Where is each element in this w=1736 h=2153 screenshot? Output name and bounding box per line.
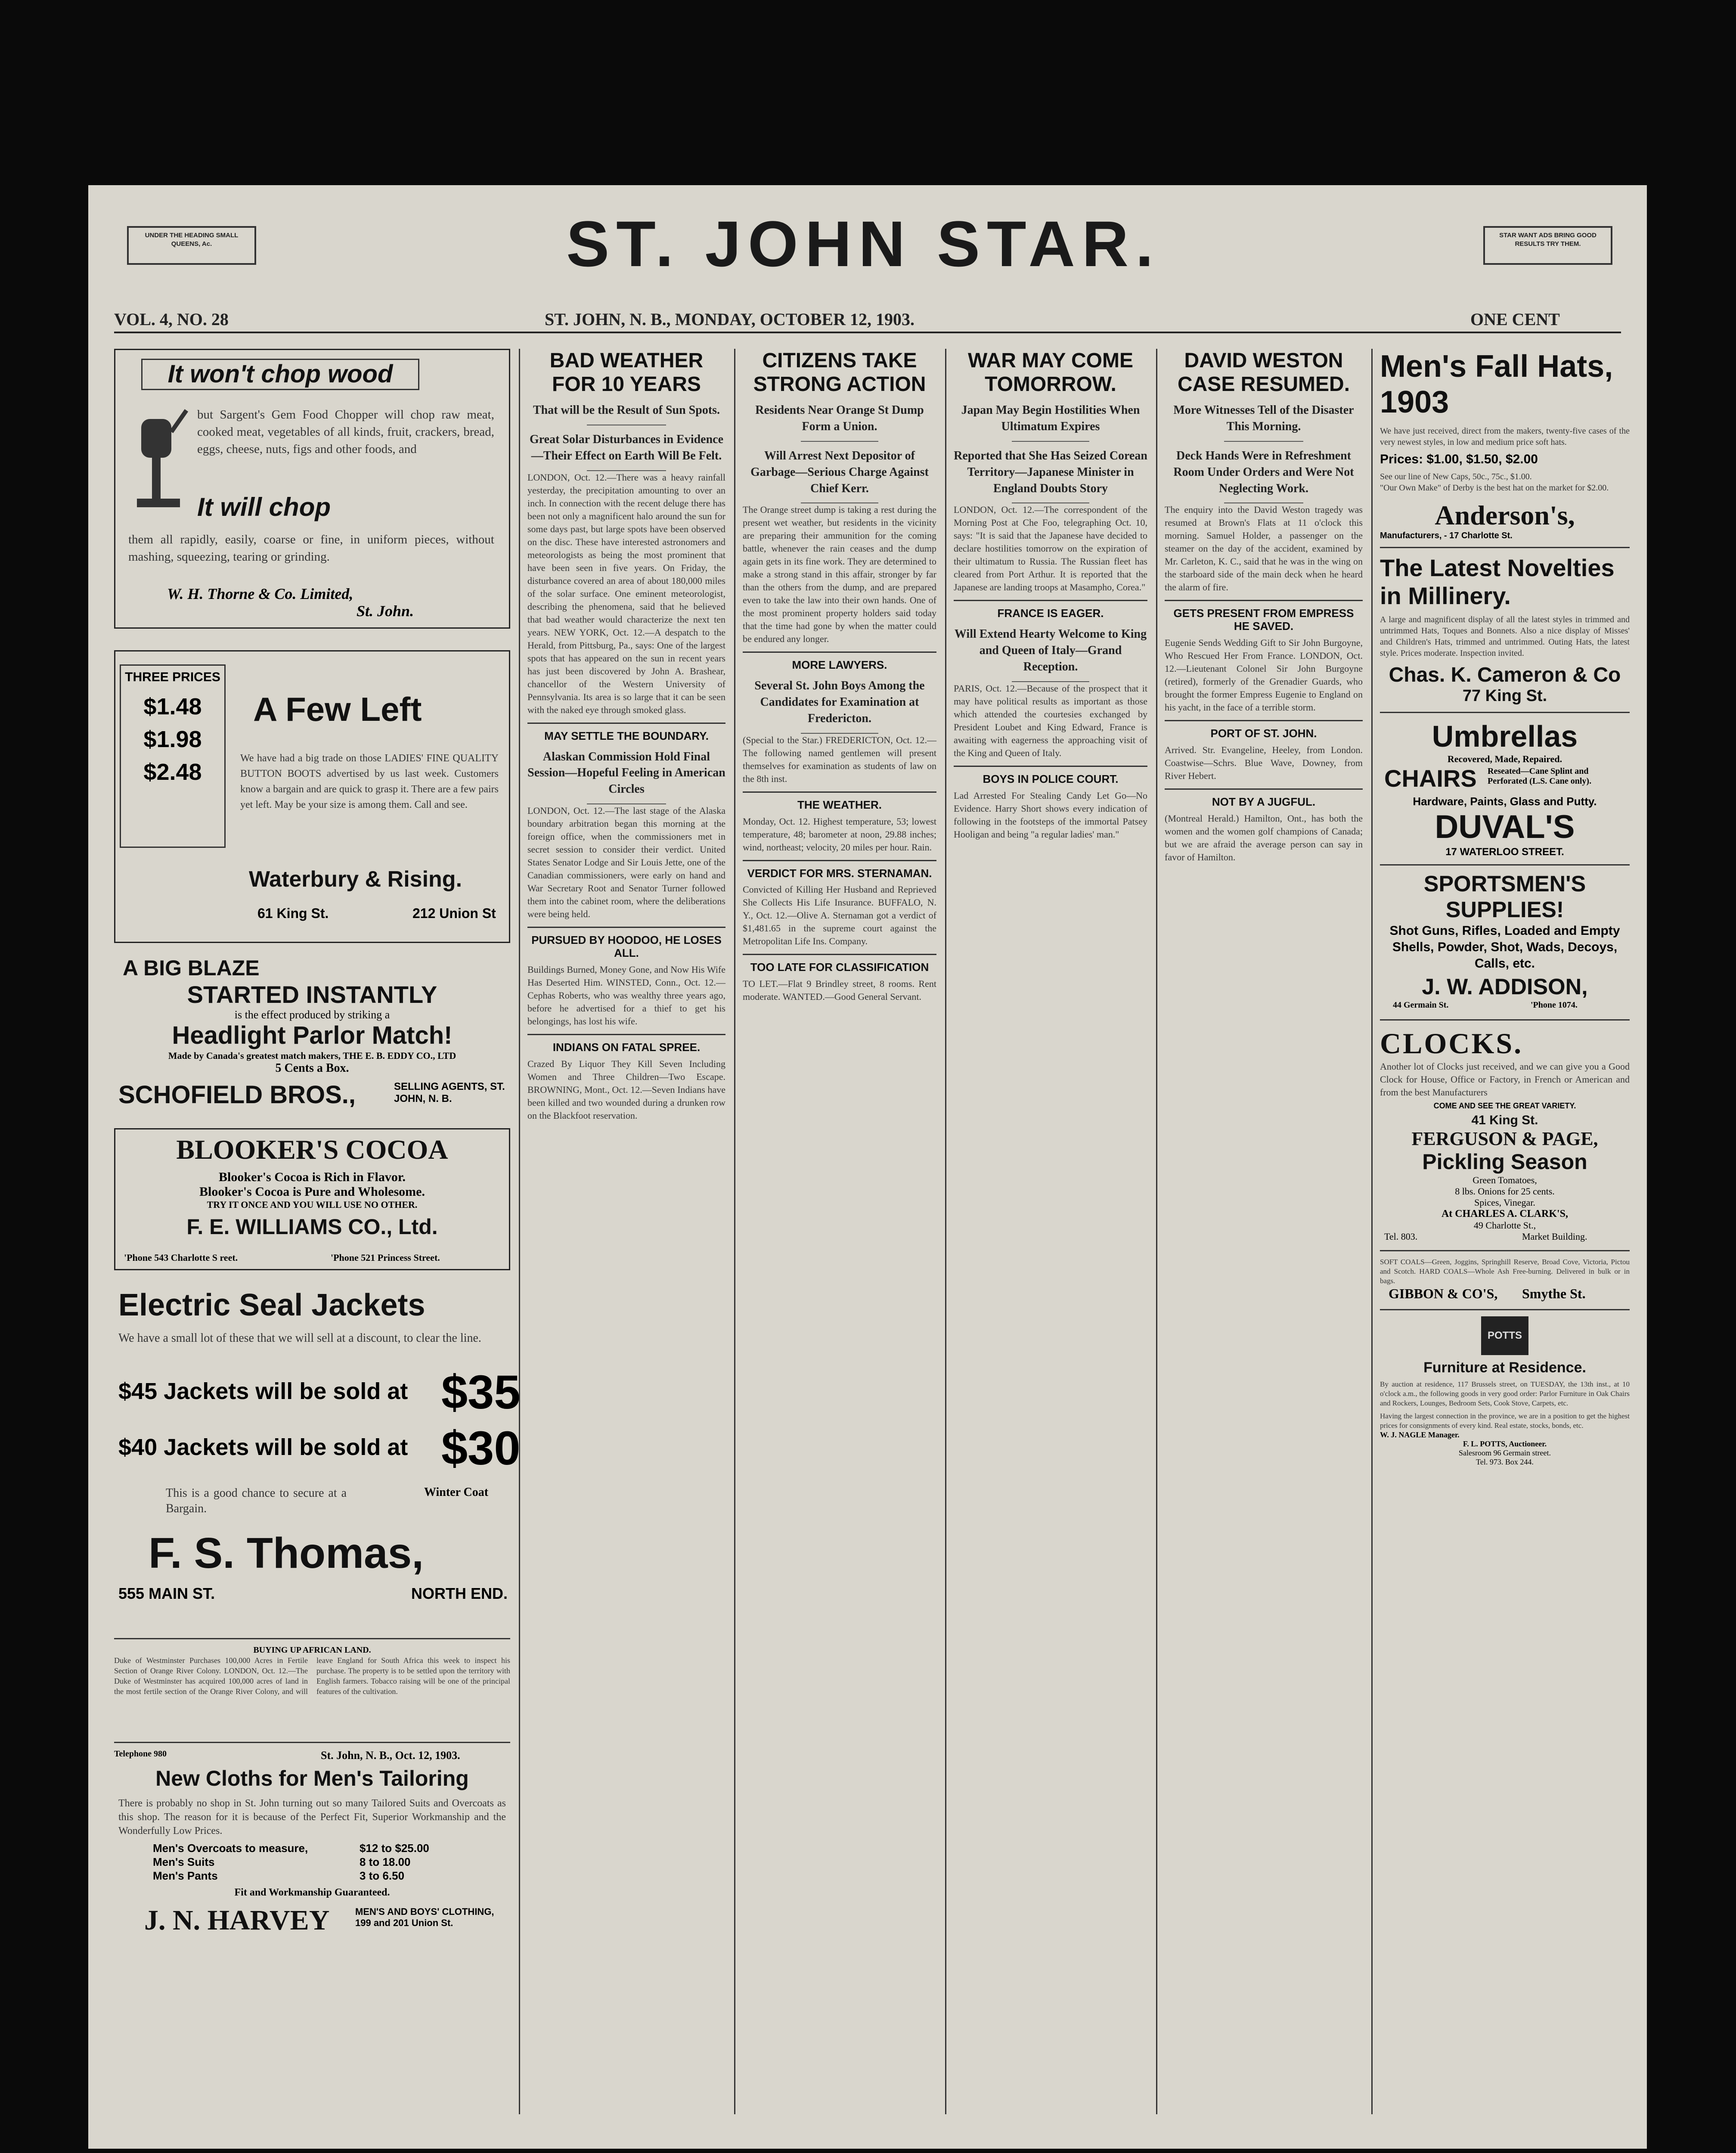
column-rule xyxy=(945,349,946,2114)
seal-price-2: $30 xyxy=(441,1422,521,1475)
cocoa-phone-2: 'Phone 521 Princess Street. xyxy=(331,1252,440,1263)
right-ads-column xyxy=(1380,349,1630,2114)
article-headline: FRANCE IS EAGER. xyxy=(997,607,1104,620)
seal-note: This is a good chance to secure at a Bargain. xyxy=(166,1486,347,1515)
duval-line-1: Recovered, Made, Repaired. xyxy=(1447,754,1562,765)
price-row xyxy=(153,1869,471,1883)
headlight-line-2: STARTED INSTANTLY xyxy=(187,980,437,1008)
millinery-ad xyxy=(1380,554,1630,706)
clocks-headline: CLOCKS. xyxy=(1380,1027,1523,1060)
news-column-1 xyxy=(527,349,725,2114)
right-ear-text: STAR WANT ADS BRING GOOD RESULTS TRY THEM. xyxy=(1499,232,1596,248)
three-prices-box xyxy=(120,664,226,848)
pickling-line-1: Green Tomatoes, xyxy=(1472,1174,1537,1185)
cocoa-ad xyxy=(114,1128,510,1270)
headlight-line-1: A BIG BLAZE xyxy=(123,956,260,980)
waterbury-text: We have had a big trade on those LADIES' FINE QUALITY BUTTON BOOTS advertised by us last week. Customers know a bargain and are quick to grasp it. There are a few pairs yet left. May be your size is among them. Call and see. xyxy=(240,753,499,810)
article-headline: BAD WEATHER FOR 10 YEARS xyxy=(549,349,704,396)
cocoa-line-3: TRY IT ONCE AND YOU WILL USE NO OTHER. xyxy=(207,1199,418,1210)
article-body: Lad Arrested For Stealing Candy Let Go—No Evidence. Harry Short shows every indication of following in the footsteps of the immortal Patsey Hooligan and being "a regular ladies' man." xyxy=(954,790,1147,840)
seal-text: We have a small lot of these that we will sell at a discount, to clear the line. xyxy=(118,1331,481,1345)
chopper-text-2: them all rapidly, easily, coarse or fine, in uniform pieces, without mashing, squeezing, tearing or grinding. xyxy=(128,533,494,564)
pickling-line-3: Spices, Vinegar. xyxy=(1474,1197,1535,1208)
chopper-text: but Sargent's Gem Food Chopper will chop raw meat, cooked meat, vegetables of all kinds, fruit, crackers, bread, eggs, cheese, nuts, figs and other foods, and xyxy=(197,408,494,456)
divider xyxy=(527,927,725,928)
potts-auctioneer: F. L. POTTS, Auctioneer. xyxy=(1463,1439,1547,1448)
potts-text: By auction at residence, 117 Brussels street, on TUESDAY, the 13th inst., at 10 o'clock a.m., the following goods in very good order: Parlor Furniture in Oak Chairs and Rockers, Lounges, Bedroom Sets, Cook Stove, Carpets, etc. xyxy=(1380,1380,1630,1407)
potts-tel: Tel. 973. Box 244. xyxy=(1476,1458,1534,1466)
clocks-address: 41 King St. xyxy=(1471,1113,1538,1128)
seal-address: 555 MAIN ST. xyxy=(118,1585,215,1602)
seal-address-2: NORTH END. xyxy=(411,1585,508,1602)
addison-firm: J. W. ADDISON, xyxy=(1422,974,1588,1000)
left-ear-text: UNDER THE HEADING SMALL QUEENS, Ac. xyxy=(145,232,239,248)
article-headline: INDIANS ON FATAL SPREE. xyxy=(552,1040,701,1054)
chairs-note: Reseated—Cane Splint and Perforated (L.S. Cane only). xyxy=(1488,766,1592,786)
price-row-item: Men's Pants xyxy=(153,1869,218,1882)
article-headline: PURSUED BY HOODOO, HE LOSES ALL. xyxy=(531,934,722,959)
chopper-city: St. John. xyxy=(356,602,414,620)
newspaper-page xyxy=(88,185,1647,2149)
hats-text: We have just received, direct from the makers, twenty-five cases of the very newest styles, in low and medium price soft hats. xyxy=(1380,426,1630,447)
article-body: PARIS, Oct. 12.—Because of the prospect that it may have political results as important as those which attended the courtesies exchanged by President Loubet and King Edward, France is awaiting with eagerness the approaching visit of the King and Queen of Italy. xyxy=(954,683,1147,758)
article-body: LONDON, Oct. 12.—The correspondent of the Morning Post at Che Foo, telegraphing Oct. 10, says: "It is said that the Japanese have decided to declare hostilities tomorrow on the expiration of their ultimatum to Russia. The Russian fleet has cleared from Port Arthur. It is reported that the Japanese are landing troops at Masampho, Corea." xyxy=(954,504,1147,593)
price-2: $1.98 xyxy=(143,726,202,752)
seal-headline: Electric Seal Jackets xyxy=(118,1288,425,1322)
addison-ad xyxy=(1380,872,1630,1013)
divider xyxy=(1380,1250,1630,1251)
harvey-headline: New Cloths for Men's Tailoring xyxy=(155,1766,469,1790)
subhead-rule xyxy=(1224,441,1303,442)
divider xyxy=(743,954,936,955)
umbrellas-headline: Umbrellas xyxy=(1432,719,1578,753)
seal-jackets-ad xyxy=(114,1287,521,1632)
article-body: The enquiry into the David Weston tragedy was resumed at Brown's Flats at 11 o'clock this morning. Samuel Holder, a passenger on the steamer on the day of the accident, examined by Mr. Carleton, K. C., said that he was in the wing on the starboard side of the main deck when he heard the alarm of fire. xyxy=(1165,504,1363,593)
price-row-price: 8 to 18.00 xyxy=(360,1855,411,1868)
potts-address: Salesroom 96 Germain street. xyxy=(1459,1449,1551,1457)
news-column-2 xyxy=(743,349,936,2114)
article-headline: TOO LATE FOR CLASSIFICATION xyxy=(750,961,929,974)
column-rule xyxy=(1371,349,1373,2114)
article-headline: BOYS IN POLICE COURT. xyxy=(983,772,1119,785)
african-land-article xyxy=(114,1645,510,1736)
price-row-price: 3 to 6.50 xyxy=(360,1869,405,1882)
cocoa-firm: F. E. WILLIAMS CO., Ltd. xyxy=(186,1214,438,1239)
article-subhead: Will Extend Hearty Welcome to King and Queen of Italy—Grand Reception. xyxy=(954,627,1147,673)
price-row-item: Men's Overcoats to measure, xyxy=(153,1842,308,1855)
coal-address: Smythe St. xyxy=(1522,1285,1586,1301)
news-column-3 xyxy=(954,349,1147,2114)
millinery-headline: The Latest Novelties in Millinery. xyxy=(1380,554,1615,609)
pickling-address-2: Market Building. xyxy=(1522,1231,1587,1242)
hats-ad xyxy=(1380,349,1630,541)
article-subhead: Several St. John Boys Among the Candidates for Examination at Fredericton. xyxy=(754,679,925,725)
article-body: The Orange street dump is taking a rest during the present wet weather, but residents in the vicinity are preparing their ammunition for the coming battle, whenever the rain ceases and the dump again gets in its fine work. They are determined to make a strong stand in this affair, stronger by far than the others from the dump, and are prepared even to take the law into their own hands. One of the most prominent property holders said today that the time had gone by when the matter could be endured any longer. xyxy=(743,504,936,645)
article-subhead: Great Solar Disturbances in Evidence—Their Effect on Earth Will Be Felt. xyxy=(529,433,724,462)
article-subhead: Alaskan Commission Hold Final Session—Hopeful Feeling in American Circles xyxy=(527,750,725,796)
seal-note-2: Winter Coat xyxy=(424,1486,489,1499)
subhead-rule xyxy=(1012,441,1089,442)
divider xyxy=(743,791,936,793)
cocoa-line-2: Blooker's Cocoa is Pure and Wholesome. xyxy=(199,1184,425,1199)
hats-text-2: See our line of New Caps, 50c., 75c., $1.00. xyxy=(1380,472,1532,481)
potts-firm: W. J. NAGLE Manager. xyxy=(1380,1430,1460,1439)
hats-address: Manufacturers, - 17 Charlotte St. xyxy=(1380,531,1513,541)
subhead-rule xyxy=(801,441,878,442)
place-and-date: ST. JOHN, N. B., MONDAY, OCTOBER 12, 1903. xyxy=(545,310,915,329)
article-headline: GETS PRESENT FROM EMPRESS HE SAVED. xyxy=(1173,607,1354,633)
volume-number: VOL. 4, NO. 28 xyxy=(114,310,229,329)
right-ear-box xyxy=(1483,226,1612,265)
cocoa-headline: BLOOKER'S COCOA xyxy=(176,1134,448,1165)
divider xyxy=(1380,1309,1630,1310)
price: ONE CENT xyxy=(1470,310,1560,329)
pickling-firm: At CHARLES A. CLARK'S, xyxy=(1441,1208,1569,1219)
headlight-agents: SELLING AGENTS, ST. JOHN, N. B. xyxy=(394,1081,505,1104)
hats-headline: Men's Fall Hats, 1903 xyxy=(1380,349,1613,419)
article-subhead: Japan May Begin Hostilities When Ultimatum Expires xyxy=(961,403,1140,434)
article-subhead: That will be the Result of Sun Spots. xyxy=(533,403,720,417)
article-body: Eugenie Sends Wedding Gift to Sir John Burgoyne, Who Rescued Her From France. LONDON, Oct. 12.—Lieutenant Colonel Sir John Burgoyne (retired), formerly of the Grenadier Guards, who brought the former Empress Eugenie to England on his yacht, in the face of a terrible storm. xyxy=(1165,637,1363,713)
addison-address: 44 Germain St. xyxy=(1393,1000,1449,1010)
cocoa-phone-1: 'Phone 543 Charlotte S reet. xyxy=(124,1252,238,1263)
article-subhead: Residents Near Orange St Dump Form a Union. xyxy=(755,403,924,434)
divider xyxy=(1380,1019,1630,1021)
left-ear-box xyxy=(127,226,256,265)
masthead-title: ST. JOHN STAR. xyxy=(566,208,1160,280)
pickling-headline: Pickling Season xyxy=(1422,1150,1587,1174)
coal-contact xyxy=(1380,1286,1630,1303)
headlight-firm: SCHOFIELD BROS., xyxy=(118,1081,356,1109)
chairs-row xyxy=(1380,765,1630,795)
african-headline: BUYING UP AFRICAN LAND. xyxy=(253,1645,371,1655)
article-headline: DAVID WESTON CASE RESUMED. xyxy=(1177,349,1350,396)
harvey-telephone: Telephone 980 xyxy=(114,1749,167,1759)
potts-logo: POTTS xyxy=(1481,1316,1528,1355)
duval-firm: DUVAL'S xyxy=(1435,809,1575,846)
divider xyxy=(114,1742,510,1743)
divider xyxy=(743,651,936,653)
chopper-headline-2: It will chop xyxy=(197,493,331,521)
article-body: Crazed By Liquor They Kill Seven Including Women and Three Children—Two Escape. BROWNING, Mont., Oct. 12.—Seven Indians have been killed and two wounded during a drunken row on the Blackfoot reservation. xyxy=(527,1058,725,1121)
column-rule xyxy=(519,349,520,2114)
article-body: Arrived. Str. Evangeline, Heeley, from London. Coastwise—Schrs. Blue Wave, Downey, from River Hebert. xyxy=(1165,745,1363,782)
headlight-line-6: 5 Cents a Box. xyxy=(275,1061,349,1075)
waterbury-ad xyxy=(114,650,510,943)
harvey-ad xyxy=(114,1749,510,1939)
harvey-firm: J. N. HARVEY xyxy=(144,1905,330,1936)
column-rule xyxy=(734,349,735,2114)
clocks-text: Another lot of Clocks just received, and we can give you a Good Clock for House, Office or Factory, in French or American and from the best Manufacturers xyxy=(1380,1061,1630,1098)
millinery-firm: Chas. K. Cameron & Co xyxy=(1389,663,1621,686)
article-headline: MORE LAWYERS. xyxy=(792,658,887,672)
addison-text: Shot Guns, Rifles, Loaded and Empty Shells, Powder, Shot, Wads, Decoys, Calls, etc. xyxy=(1389,924,1620,971)
clocks-ad xyxy=(1380,1027,1630,1150)
divider xyxy=(954,766,1147,767)
article-headline: THE WEATHER. xyxy=(797,798,882,811)
divider xyxy=(1380,712,1630,713)
article-headline: CITIZENS TAKE STRONG ACTION xyxy=(753,349,926,396)
african-body: Duke of Westminster Purchases 100,000 Acres in Fertile Section of Orange River Colony. LONDON, Oct. 12.—The Duke of Westminster has acquired 100,000 acres of land in the most fertile section of the Orange River Colony, and will leave England for South Africa this week to inspect his purchase. The property is to be settled upon the territory with English farmers. Tobacco raising will be one of the principal features of the cultivation. xyxy=(114,1656,510,1696)
article-headline: PORT OF ST. JOHN. xyxy=(1210,727,1317,740)
seal-line-1: $45 Jackets will be sold at xyxy=(118,1378,408,1404)
chopper-headline: It won't chop wood xyxy=(141,359,419,390)
divider xyxy=(1380,547,1630,548)
pickling-line-2: 8 lbs. Onions for 25 cents. xyxy=(1455,1185,1555,1197)
duval-line-2: Hardware, Paints, Glass and Putty. xyxy=(1413,795,1597,808)
seal-line-2: $40 Jackets will be sold at xyxy=(118,1434,408,1460)
dateline xyxy=(114,306,1621,333)
waterbury-firm: Waterbury & Rising. xyxy=(249,867,462,892)
hats-text-3: "Our Own Make" of Derby is the best hat on the market for $2.00. xyxy=(1380,483,1609,493)
waterbury-address-2: 212 Union St xyxy=(412,906,496,921)
pickling-ad xyxy=(1380,1150,1630,1244)
seal-price-1: $35 xyxy=(441,1366,521,1419)
article-body: Convicted of Killing Her Husband and Reprieved She Collects His Life Insurance. BUFFALO, N. Y., Oct. 12.—Olive A. Sternaman got a verdict of $1,481.65 in the supreme court against the Metropolitan Life Ins. Company. xyxy=(743,884,936,947)
cocoa-line-1: Blooker's Cocoa is Rich in Flavor. xyxy=(219,1170,406,1184)
divider xyxy=(1165,788,1363,790)
chopper-firm: W. H. Thorne & Co. Limited, xyxy=(167,585,353,602)
divider xyxy=(954,600,1147,601)
article-body: TO LET.—Flat 9 Brindley street, 8 rooms. Rent moderate. WANTED.—Good General Servant. xyxy=(743,978,936,1002)
article-body: Monday, Oct. 12. Highest temperature, 53; lowest temperature, 48; barometer at noon, 29.88 inches; wind, northeast; velocity, 20 miles per hour. Rain. xyxy=(743,816,936,853)
hats-firm: Anderson's, xyxy=(1435,499,1575,530)
article-subhead: Reported that She Has Seized Corean Territory—Japanese Minister in England Doubts Story xyxy=(954,449,1147,495)
article-subhead: Will Arrest Next Depositor of Garbage—Serious Charge Against Chief Kerr. xyxy=(750,449,929,495)
harvey-text: There is probably no shop in St. John turning out so many Tailored Suits and Overcoats as this shop. The reason for it is because of the Perfect Fit, Superior Workmanship and the Wonderfully Low Prices. xyxy=(118,1798,506,1837)
divider xyxy=(1165,600,1363,601)
headlight-ad xyxy=(114,956,510,1120)
price-3: $2.48 xyxy=(143,759,202,785)
article-subhead: More Witnesses Tell of the Disaster This Morning. xyxy=(1173,403,1354,434)
food-chopper-icon xyxy=(128,402,189,514)
headlight-line-4: Headlight Parlor Match! xyxy=(172,1021,453,1049)
headlight-line-5: Made by Canada's greatest match makers, THE E. B. EDDY CO., LTD xyxy=(168,1050,456,1061)
price-row-price: $12 to $25.00 xyxy=(360,1842,429,1855)
article-headline: NOT BY A JUGFUL. xyxy=(1212,795,1316,809)
article-body: (Montreal Herald.) Hamilton, Ont., has both the women and the women golf champions of Canada; but we are afraid the average person can say in favor of Hamilton. xyxy=(1165,813,1363,862)
clocks-text-2: COME AND SEE THE GREAT VARIETY. xyxy=(1433,1101,1576,1111)
left-ads-column xyxy=(114,349,521,2114)
article-headline: MAY SETTLE THE BOUNDARY. xyxy=(544,729,709,742)
article-body: Buildings Burned, Money Gone, and Now His Wife Has Deserted Him. WINSTED, Conn., Oct. 12.—Cephas Roberts, who was wealthy three years ago, before he advertised for a thief to get his belongings, has lost his wife. xyxy=(527,964,725,1027)
article-body: LONDON, Oct. 12.—The last stage of the Alaska boundary arbitration began this morning at the foreign office, when the commissioners met in secret session to consider their verdict. United States Senator Lodge and Sir Louis Jette, one of the Canadian commissioners, were early on hand and War Secretary Root and Senator Turner followed them into the cabinet room, where the deliberations were being held. xyxy=(527,805,725,920)
pickling-tel: Tel. 803. xyxy=(1384,1231,1418,1242)
divider xyxy=(1380,864,1630,866)
potts-headline: Furniture at Residence. xyxy=(1423,1359,1586,1376)
harvey-dateline: St. John, N. B., Oct. 12, 1903. xyxy=(321,1749,460,1762)
pickling-contact xyxy=(1380,1231,1630,1244)
divider xyxy=(527,723,725,724)
harvey-price-list xyxy=(153,1842,471,1883)
clocks-firm: FERGUSON & PAGE, xyxy=(1411,1128,1598,1149)
divider xyxy=(1165,720,1363,721)
column-rule xyxy=(1156,349,1157,2114)
divider xyxy=(114,1638,510,1639)
coal-firm: GIBBON & CO'S, xyxy=(1389,1285,1498,1301)
price-row xyxy=(153,1842,471,1855)
pickling-address: 49 Charlotte St., xyxy=(1473,1219,1536,1231)
millinery-address: 77 King St. xyxy=(1462,687,1547,705)
hats-prices: Prices: $1.00, $1.50, $2.00 xyxy=(1380,452,1538,466)
waterbury-headline: A Few Left xyxy=(253,690,422,728)
article-headline: WAR MAY COME TOMORROW. xyxy=(967,349,1134,396)
divider xyxy=(743,860,936,861)
potts-ad xyxy=(1380,1316,1630,1467)
article-body: (Special to the Star.) FREDERICTON, Oct. 12.—The following named gentlemen will present themselves for examination as students of law on the 8th inst. xyxy=(743,734,936,784)
duval-ad xyxy=(1380,719,1630,858)
article-body: LONDON, Oct. 12.—There was a heavy rainfall yesterday, the precipitation amounting to over an inch. In connection with the recent deluge there has been not only a magnificent halo around the sun for some days past, but large spots have been observed on the disc. These have interested astronomers and meteorologists as being the most prominent that have been seen in five years. On Friday, the disturbance covered an area of about 180,000 miles of the solar surface. One eminent meteorologist, describing the phenomena, said that he believed that bad weather would characterize the next ten years. NEW YORK, Oct. 12.—A despatch to the Herald, from Pittsburg, Pa., says: One of the largest spots that has appeared on the sun in recent years has just been discovered by John A. Brashear, chancellor of the Western University of Pennsylvania. Its area is so large that it can be seen with the naked eye through smoked glass. xyxy=(527,472,725,715)
duval-address: 17 WATERLOO STREET. xyxy=(1445,846,1564,858)
harvey-guarantee: Fit and Workmanship Guaranteed. xyxy=(234,1887,390,1898)
coal-ad xyxy=(1380,1257,1630,1303)
addison-headline: SPORTSMEN'S SUPPLIES! xyxy=(1423,871,1586,922)
millinery-text: A large and magnificent display of all the latest styles in trimmed and untrimmed Hats, Toques and Bonnets. Also a nice display of Misses' and Children's Hats, trimmed and untrimmed. Outing Hats, the latest style. Prices moderate. Inspection invited. xyxy=(1380,614,1630,658)
addison-contact xyxy=(1380,1000,1630,1013)
chopper-ad xyxy=(114,349,510,629)
price-1: $1.48 xyxy=(143,694,202,720)
divider xyxy=(527,1034,725,1035)
article-subhead: Deck Hands Were in Refreshment Room Under Orders and Were Not Neglecting Work. xyxy=(1173,449,1354,495)
news-column-4 xyxy=(1165,349,1363,2114)
chairs-label: CHAIRS xyxy=(1384,765,1477,792)
seal-firm: F. S. Thomas, xyxy=(149,1529,424,1577)
coal-text: SOFT COALS—Green, Joggins, Springhill Reserve, Broad Cove, Victoria, Pictou and Scotch. HARD COALS—Whole Ash Free-burning. Delivered in bulk or in bags. xyxy=(1380,1257,1630,1285)
article-headline: VERDICT FOR MRS. STERNAMAN. xyxy=(747,866,932,880)
headlight-line-3: is the effect produced by striking a xyxy=(234,1008,390,1021)
price-row-item: Men's Suits xyxy=(153,1855,215,1868)
three-prices-label: THREE PRICES xyxy=(125,670,220,684)
potts-text-2: Having the largest connection in the province, we are in a position to get the highest prices for consignments of every kind. Real estate, stocks, bonds, etc. xyxy=(1380,1412,1630,1430)
waterbury-address-1: 61 King St. xyxy=(257,906,329,921)
harvey-firm-2: MEN'S AND BOYS' CLOTHING, 199 and 201 Union St. xyxy=(355,1906,494,1928)
price-row xyxy=(153,1855,471,1869)
addison-phone: 'Phone 1074. xyxy=(1531,1000,1578,1010)
